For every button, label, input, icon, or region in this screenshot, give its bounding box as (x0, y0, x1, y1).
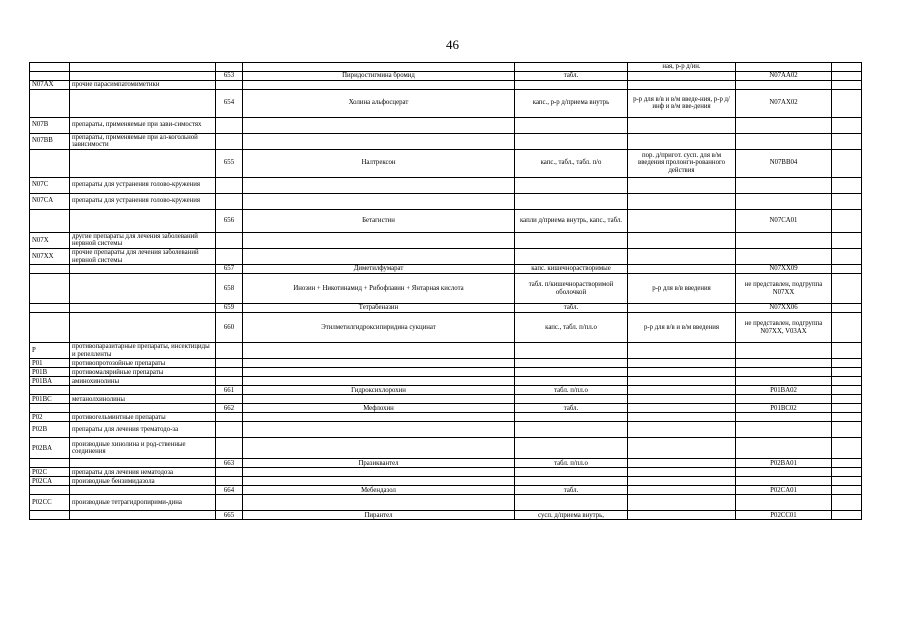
group-name (70, 404, 216, 413)
dosage-form-extra (628, 343, 736, 359)
drug-name: Мефлохин (243, 404, 515, 413)
row-number: 657 (216, 265, 243, 274)
dosage-form (515, 422, 628, 438)
dosage-form-extra (628, 459, 736, 468)
dosage-form (515, 80, 628, 89)
dosage-form-extra (628, 304, 736, 313)
group-name (70, 486, 216, 495)
atc-code (736, 395, 832, 404)
row-number (216, 193, 243, 209)
empty-cell (832, 386, 862, 395)
group-name (70, 304, 216, 313)
dosage-form-extra (628, 133, 736, 149)
table-row (30, 495, 862, 511)
dosage-form-extra (628, 404, 736, 413)
empty-cell (832, 359, 862, 368)
dosage-form (515, 63, 628, 72)
dosage-form (515, 377, 628, 386)
dosage-form-extra: р-р для в/в и в/м введе-ния, р-р д/инф и в/м вве-дения (628, 89, 736, 117)
dosage-form-extra (628, 193, 736, 209)
empty-cell (832, 404, 862, 413)
row-number: 664 (216, 486, 243, 495)
table-row (30, 63, 862, 72)
dosage-form-extra: р-р для в/в и в/м введения (628, 313, 736, 343)
atc-group-code (30, 511, 70, 520)
table-row (30, 193, 862, 209)
empty-cell (832, 117, 862, 133)
table-row (30, 80, 862, 89)
drug-name (243, 193, 515, 209)
group-name: производные тетрагидропирими-дина (70, 495, 216, 511)
empty-cell (832, 133, 862, 149)
drug-name: Мебендазол (243, 486, 515, 495)
table-row (30, 274, 862, 304)
row-number (216, 63, 243, 72)
drug-name: Этилметилгидроксипиридина сукцинат (243, 313, 515, 343)
dosage-form-extra (628, 71, 736, 80)
drug-name (243, 413, 515, 422)
atc-group-code (30, 313, 70, 343)
drug-name (243, 395, 515, 404)
atc-group-code: N07XX (30, 248, 70, 264)
dosage-form (515, 232, 628, 248)
atc-code (736, 117, 832, 133)
dosage-form (515, 395, 628, 404)
drug-name: Инозин + Никотинамид + Рибофлавин + Янтарная кислота (243, 274, 515, 304)
row-number: 653 (216, 71, 243, 80)
dosage-form-extra (628, 422, 736, 438)
group-name (70, 89, 216, 117)
dosage-form: табл. (515, 71, 628, 80)
atc-code: N07AX02 (736, 89, 832, 117)
atc-code (736, 477, 832, 486)
dosage-form: капс., табл., табл. п/о (515, 149, 628, 177)
drug-name (243, 359, 515, 368)
table-row (30, 468, 862, 477)
empty-cell (832, 495, 862, 511)
atc-group-code: N07C (30, 177, 70, 193)
atc-code: N07XX09 (736, 265, 832, 274)
empty-cell (832, 193, 862, 209)
dosage-form (515, 413, 628, 422)
dosage-form-extra (628, 80, 736, 89)
dosage-form-extra (628, 386, 736, 395)
group-name (70, 209, 216, 232)
empty-cell (832, 63, 862, 72)
row-number (216, 343, 243, 359)
row-number (216, 377, 243, 386)
empty-cell (832, 209, 862, 232)
atc-code: P02CA01 (736, 486, 832, 495)
atc-group-code: P (30, 343, 70, 359)
group-name (70, 63, 216, 72)
drug-name (243, 422, 515, 438)
dosage-form-extra (628, 368, 736, 377)
dosage-form: табл. п/пл.о (515, 386, 628, 395)
atc-group-code: P02CC (30, 495, 70, 511)
table-row (30, 304, 862, 313)
row-number (216, 368, 243, 377)
group-name: препараты, применяемые при ал-когольной зависимости (70, 133, 216, 149)
atc-group-code (30, 149, 70, 177)
group-name: препараты для устранения голово-кружения (70, 193, 216, 209)
group-name: препараты для устранения голово-кружения (70, 177, 216, 193)
atc-code (736, 438, 832, 459)
atc-group-code: P01B (30, 368, 70, 377)
atc-group-code (30, 265, 70, 274)
group-name: прочие парасимпатомиметики (70, 80, 216, 89)
group-name (70, 313, 216, 343)
row-number: 665 (216, 511, 243, 520)
atc-code: P01BC02 (736, 404, 832, 413)
drug-name (243, 248, 515, 264)
group-name: производные хинолина и род-ственные соединения (70, 438, 216, 459)
atc-group-code: P02 (30, 413, 70, 422)
drug-name (243, 368, 515, 377)
atc-group-code (30, 404, 70, 413)
table-row (30, 133, 862, 149)
row-number: 662 (216, 404, 243, 413)
group-name: производные бензимидазола (70, 477, 216, 486)
dosage-form (515, 468, 628, 477)
dosage-form: табл. (515, 304, 628, 313)
table-row (30, 413, 862, 422)
drug-name: Пиридостигмина бромид (243, 71, 515, 80)
dosage-form: табл. (515, 486, 628, 495)
dosage-form-extra (628, 395, 736, 404)
empty-cell (832, 377, 862, 386)
atc-group-code: P01BC (30, 395, 70, 404)
empty-cell (832, 468, 862, 477)
atc-code (736, 63, 832, 72)
empty-cell (832, 395, 862, 404)
dosage-form: табл. п/пл.о (515, 459, 628, 468)
table-row (30, 438, 862, 459)
dosage-form: табл. п/кишечнорастворимой оболочкой (515, 274, 628, 304)
atc-code: P01BA02 (736, 386, 832, 395)
atc-code: не представлен, подгруппа N07XX, V03AX (736, 313, 832, 343)
atc-code (736, 248, 832, 264)
table-row (30, 71, 862, 80)
atc-group-code (30, 459, 70, 468)
group-name: препараты для лечения трематодо-за (70, 422, 216, 438)
dosage-form-extra (628, 413, 736, 422)
table-row (30, 117, 862, 133)
empty-cell (832, 313, 862, 343)
table-row (30, 265, 862, 274)
table-row (30, 459, 862, 468)
dosage-form-extra: пор. д/пригот. сусп. для в/м введения пролонги-рованного действия (628, 149, 736, 177)
atc-group-code: N07X (30, 232, 70, 248)
table-row (30, 377, 862, 386)
row-number (216, 477, 243, 486)
empty-cell (832, 265, 862, 274)
empty-cell (832, 71, 862, 80)
group-name (70, 274, 216, 304)
empty-cell (832, 368, 862, 377)
dosage-form (515, 477, 628, 486)
table-row (30, 149, 862, 177)
table-row (30, 209, 862, 232)
dosage-form-extra (628, 511, 736, 520)
atc-group-code: P01BA (30, 377, 70, 386)
drug-name (243, 232, 515, 248)
row-number: 655 (216, 149, 243, 177)
atc-code: P02BA01 (736, 459, 832, 468)
atc-group-code (30, 274, 70, 304)
dosage-form-extra (628, 232, 736, 248)
dosage-form-extra (628, 438, 736, 459)
dosage-form: капли д/приема внутрь, капс., табл. (515, 209, 628, 232)
empty-cell (832, 511, 862, 520)
group-name (70, 149, 216, 177)
drug-name: Пирантел (243, 511, 515, 520)
drug-name: Налтрексон (243, 149, 515, 177)
drug-name (243, 117, 515, 133)
dosage-form-extra: ная, р-р д/ин. (628, 63, 736, 72)
group-name: противогельминтные препараты (70, 413, 216, 422)
drug-name (243, 80, 515, 89)
dosage-form-extra (628, 248, 736, 264)
row-number: 654 (216, 89, 243, 117)
drug-name: Диметилфумарат (243, 265, 515, 274)
dosage-form-extra (628, 359, 736, 368)
group-name: прочие препараты для лечения заболеваний нервной системы (70, 248, 216, 264)
dosage-form-extra (628, 117, 736, 133)
table-row (30, 232, 862, 248)
atc-code (736, 193, 832, 209)
atc-code (736, 368, 832, 377)
drug-name (243, 343, 515, 359)
table-row (30, 395, 862, 404)
drug-name (243, 133, 515, 149)
atc-code (736, 232, 832, 248)
dosage-form-extra (628, 177, 736, 193)
row-number (216, 133, 243, 149)
empty-cell (832, 486, 862, 495)
atc-group-code (30, 304, 70, 313)
row-number (216, 232, 243, 248)
drug-name (243, 63, 515, 72)
dosage-form (515, 117, 628, 133)
table-row (30, 404, 862, 413)
dosage-form (515, 495, 628, 511)
atc-code (736, 343, 832, 359)
row-number (216, 248, 243, 264)
group-name: метанолхинолины (70, 395, 216, 404)
drug-name (243, 468, 515, 477)
drug-name: Празиквантел (243, 459, 515, 468)
dosage-form-extra (628, 486, 736, 495)
empty-cell (832, 459, 862, 468)
group-name: противопротозойные препараты (70, 359, 216, 368)
atc-code (736, 413, 832, 422)
row-number: 659 (216, 304, 243, 313)
empty-cell (832, 248, 862, 264)
group-name (70, 511, 216, 520)
row-number (216, 80, 243, 89)
atc-group-code: N07CA (30, 193, 70, 209)
empty-cell (832, 177, 862, 193)
atc-group-code (30, 486, 70, 495)
group-name: препараты для лечения нематодоза (70, 468, 216, 477)
group-name: препараты, применяемые при зави-симостях (70, 117, 216, 133)
atc-code (736, 80, 832, 89)
atc-code: N07BB04 (736, 149, 832, 177)
atc-code: N07AA02 (736, 71, 832, 80)
atc-group-code: P02C (30, 468, 70, 477)
dosage-form (515, 133, 628, 149)
row-number: 656 (216, 209, 243, 232)
row-number (216, 438, 243, 459)
table-row (30, 477, 862, 486)
row-number: 658 (216, 274, 243, 304)
row-number (216, 468, 243, 477)
empty-cell (832, 274, 862, 304)
dosage-form (515, 177, 628, 193)
atc-group-code: N07BB (30, 133, 70, 149)
empty-cell (832, 149, 862, 177)
empty-cell (832, 422, 862, 438)
atc-code (736, 422, 832, 438)
group-name (70, 265, 216, 274)
atc-code: N07XX06 (736, 304, 832, 313)
dosage-form: табл. (515, 404, 628, 413)
dosage-form: капс., р-р д/приема внутрь (515, 89, 628, 117)
row-number (216, 177, 243, 193)
atc-group-code (30, 71, 70, 80)
drug-name: Тетрабеназин (243, 304, 515, 313)
atc-code: P02CC01 (736, 511, 832, 520)
atc-code (736, 359, 832, 368)
group-name: противопаразитарные препараты, инсектициды и репелленты (70, 343, 216, 359)
dosage-form (515, 438, 628, 459)
atc-group-code (30, 209, 70, 232)
atc-group-code (30, 63, 70, 72)
row-number (216, 117, 243, 133)
dosage-form-extra (628, 209, 736, 232)
atc-group-code (30, 386, 70, 395)
drug-name: Гидроксихлорохин (243, 386, 515, 395)
row-number (216, 395, 243, 404)
row-number (216, 359, 243, 368)
empty-cell (832, 477, 862, 486)
empty-cell (832, 304, 862, 313)
table-row (30, 486, 862, 495)
atc-group-code: N07AX (30, 80, 70, 89)
row-number (216, 413, 243, 422)
atc-group-code: P01 (30, 359, 70, 368)
atc-group-code: P02CA (30, 477, 70, 486)
empty-cell (832, 343, 862, 359)
dosage-form (515, 248, 628, 264)
table-row (30, 177, 862, 193)
table-row (30, 511, 862, 520)
drug-name (243, 377, 515, 386)
atc-group-code: N07B (30, 117, 70, 133)
dosage-form-extra (628, 265, 736, 274)
group-name: другие препараты для лечения заболеваний нервной системы (70, 232, 216, 248)
atc-code (736, 468, 832, 477)
group-name (70, 459, 216, 468)
dosage-form-extra: р-р для в/в введения (628, 274, 736, 304)
dosage-form: сусп. д/приема внутрь, (515, 511, 628, 520)
drug-name (243, 438, 515, 459)
dosage-form-extra (628, 377, 736, 386)
table-row (30, 89, 862, 117)
table-row (30, 386, 862, 395)
dosage-form-extra (628, 468, 736, 477)
row-number (216, 422, 243, 438)
table-row (30, 422, 862, 438)
dosage-form: капс., табл. п/пл.о (515, 313, 628, 343)
atc-code: не представлен, подгруппа N07XX (736, 274, 832, 304)
atc-code (736, 133, 832, 149)
row-number (216, 495, 243, 511)
table-row (30, 359, 862, 368)
empty-cell (832, 89, 862, 117)
group-name: аминохинолины (70, 377, 216, 386)
drug-name: Бетагистин (243, 209, 515, 232)
dosage-form (515, 343, 628, 359)
row-number: 660 (216, 313, 243, 343)
dosage-form: капс. кишечнорастворимые (515, 265, 628, 274)
group-name (70, 71, 216, 80)
empty-cell (832, 413, 862, 422)
group-name: противомалярийные препараты (70, 368, 216, 377)
atc-group-code: P02B (30, 422, 70, 438)
drug-name (243, 177, 515, 193)
row-number: 661 (216, 386, 243, 395)
row-number: 663 (216, 459, 243, 468)
drug-name (243, 477, 515, 486)
atc-code (736, 495, 832, 511)
atc-code: N07CA01 (736, 209, 832, 232)
table-row (30, 248, 862, 264)
drug-name: Холина альфосцерат (243, 89, 515, 117)
empty-cell (832, 438, 862, 459)
drug-registry-table (29, 62, 862, 520)
table-row (30, 368, 862, 377)
table-row (30, 313, 862, 343)
atc-code (736, 177, 832, 193)
empty-cell (832, 232, 862, 248)
page-number: 46 (446, 37, 459, 52)
table-row (30, 343, 862, 359)
empty-cell (832, 80, 862, 89)
group-name (70, 386, 216, 395)
dosage-form-extra (628, 495, 736, 511)
drug-name (243, 495, 515, 511)
atc-code (736, 377, 832, 386)
dosage-form (515, 193, 628, 209)
dosage-form (515, 368, 628, 377)
atc-group-code (30, 89, 70, 117)
atc-group-code: P02BA (30, 438, 70, 459)
dosage-form-extra (628, 477, 736, 486)
dosage-form (515, 359, 628, 368)
